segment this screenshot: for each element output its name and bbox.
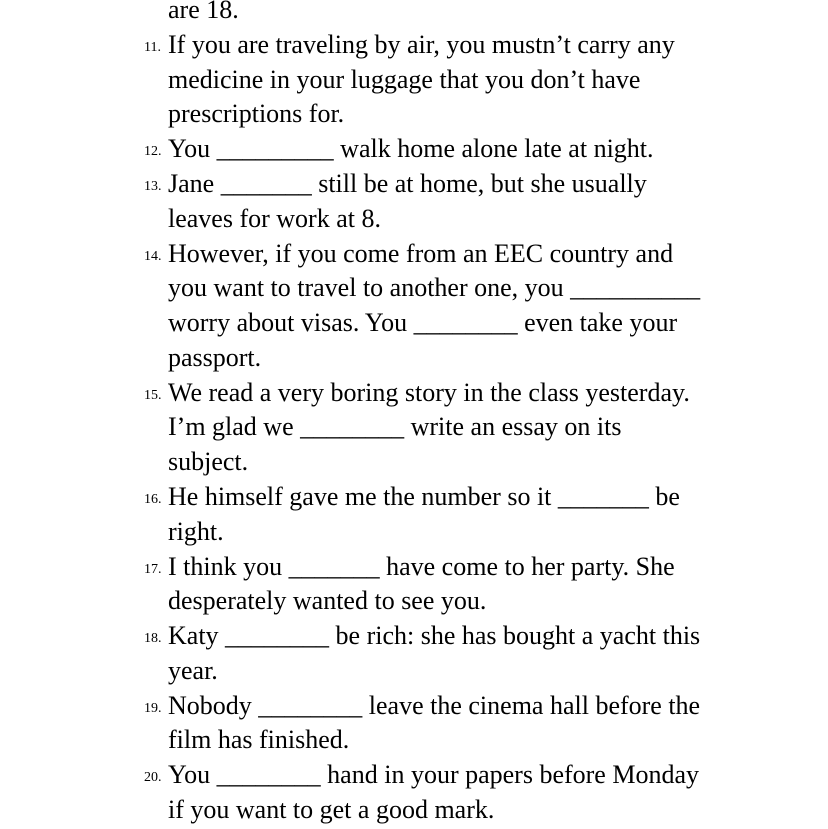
item-20-number: 20. [144, 770, 162, 785]
item-15-number: 15. [144, 388, 162, 403]
item-19-line-2: film has finished. [168, 725, 350, 754]
item-18-number: 18. [144, 631, 162, 646]
item-17-line-1: I think you _______ have come to her party. She [168, 552, 675, 581]
item-13-line-2: leaves for work at 8. [168, 204, 381, 233]
item-11-line-2: medicine in your luggage that you don’t have [168, 65, 641, 94]
item-14-line-4: passport. [168, 343, 262, 372]
item-20-line-1: You ________ hand in your papers before Monday [168, 760, 700, 789]
item-13-line-1: Jane _______ still be at home, but she usually [168, 169, 647, 198]
item-13-number: 13. [144, 179, 162, 194]
item-11-line-3: prescriptions for. [168, 99, 345, 128]
item-19-line-1: Nobody ________ leave the cinema hall before the [168, 691, 701, 720]
item-16-line-1: He himself gave me the number so it _______ be [168, 482, 680, 511]
item-12-line-1: You _________ walk home alone late at night. [168, 134, 654, 163]
item-14-line-2: you want to travel to another one, you __________ [168, 273, 701, 302]
item-19-number: 19. [144, 701, 162, 716]
item-14-line-1: However, if you come from an EEC country and [168, 239, 674, 268]
item-17-line-2: desperately wanted to see you. [168, 586, 487, 615]
item-18-line-1: Katy ________ be rich: she has bought a yacht this [168, 621, 701, 650]
item-14-number: 14. [144, 249, 162, 264]
item-12-number: 12. [144, 144, 162, 159]
item-11-line-1: If you are traveling by air, you mustn’t carry any [168, 30, 675, 59]
previous-item-tail: are 18. [168, 0, 239, 24]
item-18-line-2: year. [168, 656, 218, 685]
item-16-number: 16. [144, 492, 162, 507]
item-11-number: 11. [144, 40, 161, 55]
item-20-line-2: if you want to get a good mark. [168, 795, 495, 824]
item-15-line-3: subject. [168, 447, 249, 476]
item-17-number: 17. [144, 562, 162, 577]
item-15-line-2: I’m glad we ________ write an essay on its [168, 412, 622, 441]
item-14-line-3: worry about visas. You ________ even take your [168, 308, 678, 337]
item-16-line-2: right. [168, 517, 224, 546]
item-15-line-1: We read a very boring story in the class yesterday. [168, 378, 690, 407]
